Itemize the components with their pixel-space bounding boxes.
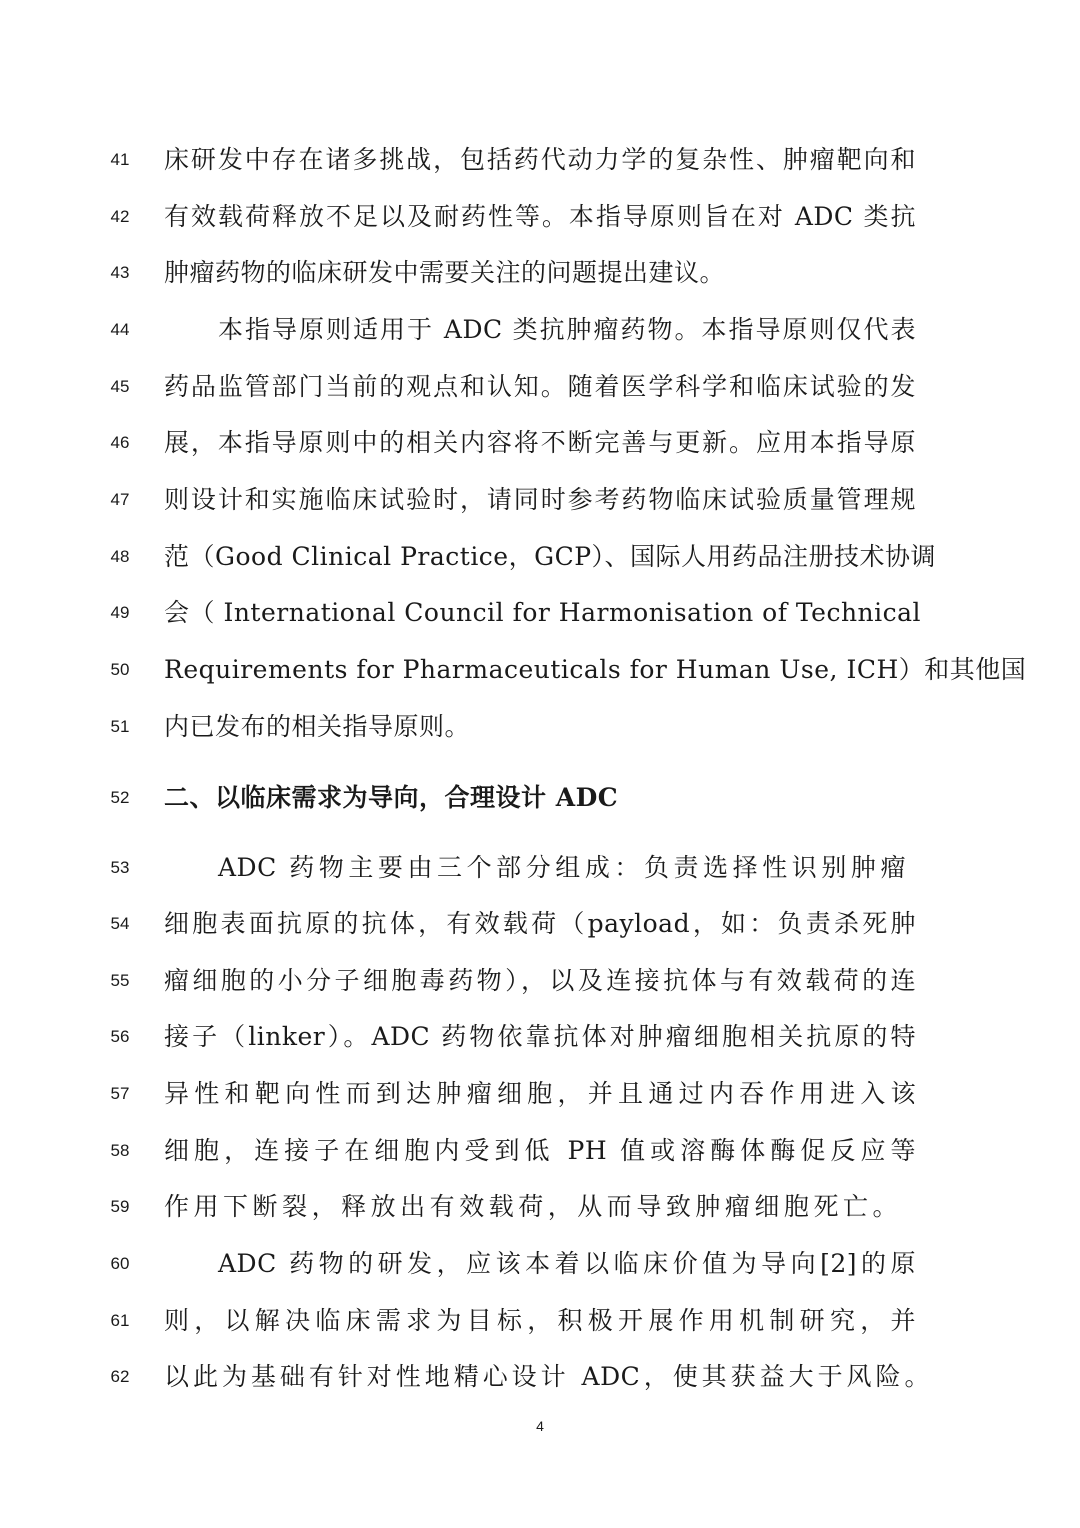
line-text: 范（Good Clinical Practice，GCP）、国际人用药品注册技术协调 — [164, 542, 937, 571]
line-number: 47 — [110, 490, 130, 509]
line-text: ADC 药物的研发，应该本着以临床价值为导向[2]的原 — [218, 1249, 916, 1278]
text-line — [0, 904, 1080, 944]
line-number: 56 — [110, 1027, 130, 1046]
line-text: 接子（linker）。ADC 药物依靠抗体对肿瘤细胞相关抗原的特 — [164, 1022, 916, 1051]
text-line — [0, 1301, 1080, 1341]
line-text: 有效载荷释放不足以及耐药性等。本指导原则旨在对 ADC 类抗 — [164, 202, 916, 231]
line-number: 55 — [110, 971, 130, 990]
line-number: 41 — [110, 150, 130, 169]
text-line — [0, 1244, 1080, 1284]
line-text: 细胞表面抗原的抗体，有效载荷（payload，如：负责杀死肿 — [164, 909, 916, 938]
line-number: 46 — [110, 433, 130, 452]
text-line — [0, 650, 1080, 690]
line-text: 瘤细胞的小分子细胞毒药物），以及连接抗体与有效载荷的连 — [164, 966, 916, 995]
line-text: 会（ International Council for Harmonisation of Technical — [164, 598, 922, 627]
text-line — [0, 1357, 1080, 1397]
section-heading — [0, 778, 1080, 818]
line-text: Requirements for Pharmaceuticals for Human Use, ICH）和其他国 — [164, 655, 1027, 684]
heading-text: 二、以临床需求为导向，合理设计 ADC — [164, 783, 619, 812]
text-line — [0, 423, 1080, 463]
line-number: 44 — [110, 320, 130, 339]
line-text: 内已发布的相关指导原则。 — [164, 712, 471, 741]
line-number: 49 — [110, 603, 130, 622]
text-line — [0, 537, 1080, 577]
line-text: 床研发中存在诸多挑战，包括药代动力学的复杂性、肿瘤靶向和 — [164, 145, 916, 174]
text-line — [0, 1187, 1080, 1227]
line-number: 59 — [110, 1197, 130, 1216]
line-text: 异性和靶向性而到达肿瘤细胞，并且通过内吞作用进入该 — [164, 1079, 916, 1108]
text-line — [0, 310, 1080, 350]
text-line — [0, 1131, 1080, 1171]
text-line — [0, 961, 1080, 1001]
line-number: 52 — [110, 788, 130, 807]
text-line — [0, 707, 1080, 747]
line-text: ADC 药物主要由三个部分组成：负责选择性识别肿瘤 — [218, 853, 906, 882]
line-number: 58 — [110, 1141, 130, 1160]
line-number: 60 — [110, 1254, 130, 1273]
line-number: 57 — [110, 1084, 130, 1103]
line-text: 以此为基础有针对性地精心设计 ADC，使其获益大于风险。 — [164, 1362, 930, 1391]
line-number: 42 — [110, 207, 130, 226]
line-number: 51 — [110, 717, 130, 736]
line-text: 本指导原则适用于 ADC 类抗肿瘤药物。本指导原则仅代表 — [218, 315, 916, 344]
text-line — [0, 848, 1080, 888]
line-number: 53 — [110, 858, 130, 877]
line-number: 61 — [110, 1311, 130, 1330]
text-line — [0, 480, 1080, 520]
line-text: 展，本指导原则中的相关内容将不断完善与更新。应用本指导原 — [164, 428, 916, 457]
line-text: 细胞，连接子在细胞内受到低 PH 值或溶酶体酶促反应等 — [164, 1136, 916, 1165]
page-number: 4 — [536, 1418, 544, 1434]
text-line — [0, 593, 1080, 633]
line-number: 50 — [110, 660, 130, 679]
line-number: 54 — [110, 914, 130, 933]
line-text: 则，以解决临床需求为目标，积极开展作用机制研究，并 — [164, 1306, 916, 1335]
text-line — [0, 253, 1080, 293]
line-text: 则设计和实施临床试验时，请同时参考药物临床试验质量管理规 — [164, 485, 916, 514]
line-text: 作用下断裂，释放出有效载荷，从而导致肿瘤细胞死亡。 — [164, 1192, 898, 1221]
line-text: 药品监管部门当前的观点和认知。随着医学科学和临床试验的发 — [164, 372, 916, 401]
line-number: 48 — [110, 547, 130, 566]
text-line — [0, 140, 1080, 180]
line-number: 43 — [110, 263, 130, 282]
text-line — [0, 367, 1080, 407]
line-text: 肿瘤药物的临床研发中需要关注的问题提出建议。 — [164, 258, 726, 287]
line-number: 62 — [110, 1367, 130, 1386]
text-line — [0, 1074, 1080, 1114]
text-line — [0, 1017, 1080, 1057]
line-number: 45 — [110, 377, 130, 396]
text-line — [0, 197, 1080, 237]
